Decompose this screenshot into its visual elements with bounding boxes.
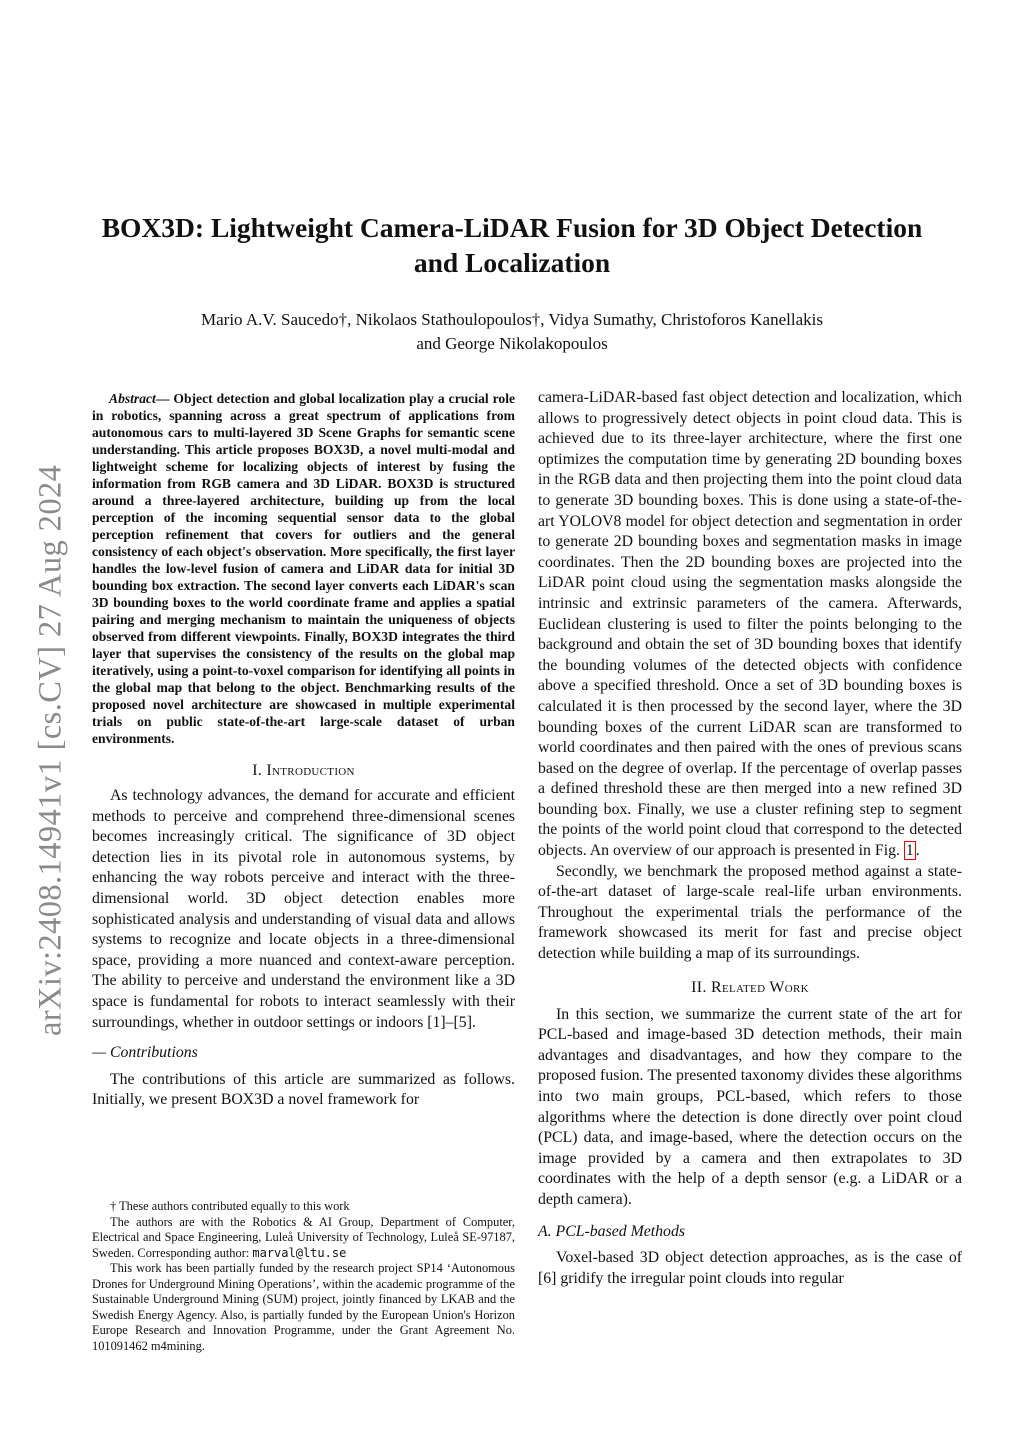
intro-paragraph-continued: camera-LiDAR-based fast object detection and localization, which allows to progressively detect objects in point cloud data. This is achieved due to its three-layer architecture, where the first one optimizes the computation time by generating 2D bounding boxes in the RGB data and then projecting them into the point cloud data to generate 3D bounding boxes. This is done using a state-of-the-art YOLOV8 model for object detection and segmentation in order to generate 2D bounding boxes and segmentation masks in image coordinates. Then the 2D bounding boxes are projected into the LiDAR point cloud using the segmentation masks alongside the intrinsic and extrinsic parameters of the camera. Afterwards, Euclidean clustering is used to filter the points belonging to the background and obtain the set of 3D bounding boxes that identify the bounding volumes of the detected objects with confidence above a specified threshold. Once a set of 3D bounding boxes is calculated it is then processed by the second layer, where the 3D bounding boxes of the current LiDAR scan are transformed to world coordinates and then paired with the ones of previous scans based on the degree of overlap. If the percentage of overlap passes a defined threshold these are then merged into a new refined 3D bounding box. Finally, we use a cluster refining step to segment the points of the world point cloud that correspond to the detected objects. An overview of our approach is presented in Fig. 1 . [538, 389, 962, 860]
authors-line-1: Mario A.V. Saucedo†, Nikolaos Stathoulopoulos†, Vidya Sumathy, Christoforos Kanellakis [201, 310, 823, 329]
right-column [538, 388, 962, 1289]
authors-line-2: and George Nikolakopoulos [416, 334, 608, 353]
figure-1-link[interactable]: 1 [905, 842, 914, 860]
abstract-text: Object detection and global localization play a crucial role in robotics, spanning across a great spectrum of applications from autonomous cars to multi-layered 3D Scene Graphs for semantic scene understanding. This article proposes BOX3D, a novel multi-modal and lightweight scheme for localizing objects of interest by fusing the information from RGB camera and 3D LiDAR. BOX3D is structured around a three-layered architecture, building up from the local perception of the incoming sequential sensor data to the global perception refinement that covers for outliers and the general consistency of each object's observation. More specifically, the first layer handles the low-level fusion of camera and LiDAR data for initial 3D bounding box extraction. The second layer converts each LiDAR's scan 3D bounding boxes to the world coordinate frame and applies a spatial pairing and merging mechanism to maintain the uniqueness of objects observed from different viewpoints. Finally, BOX3D integrates the third layer that supervises the consistency of the results on the global map iteratively, using a point-to-voxel comparison for identifying all points in the global map that belong to the object. Benchmarking results of the proposed novel architecture are showcased in multiple experimental trials on public state-of-the-art large-scale dataset of urban environments. [92, 391, 516, 746]
pcl-paragraph: Voxel-based 3D object detection approaches, as is the case of [6] gridify the irregular point clouds into regular [538, 1249, 962, 1287]
contributions-paragraph: The contributions of this article are summarized as follows. Initially, we present BOX3D a novel framework for [92, 1070, 515, 1109]
abstract-label: Abstract [109, 391, 156, 406]
related-work-paragraph: In this section, we summarize the current state of the art for PCL-based and image-based 3D detection methods, their main advantages and disadvantages, and how they compare to the proposed fusion. The presented taxonomy divides these algorithms into two main groups, PCL-based, which refers to those algorithms where the detection is done directly over point cloud (PCL) data, and image-based, where the detection occurs on the image provided by a camera and then extrapolates to 3D coordinates with the help of a depth sensor (e.g. a LiDAR or a depth camera). [538, 1005, 962, 1208]
paper-title [80, 210, 944, 280]
section-heading-introduction: I. Introduction [252, 762, 355, 779]
footnotes [92, 1199, 515, 1354]
corresponding-email[interactable]: marval@ltu.se [252, 1245, 347, 1260]
subsection-heading-pcl: A. PCL-based Methods [538, 1222, 685, 1240]
title-line-1: BOX3D: Lightweight Camera-LiDAR Fusion for 3D Object Detection [101, 212, 923, 243]
footnote-equal-contribution: † These authors contributed equally to this work [110, 1199, 350, 1213]
arxiv-identifier: arXiv:2408.14941v1 [cs.CV] 27 Aug 2024 [32, 464, 69, 1036]
intro-paragraph-1: As technology advances, the demand for accurate and efficient methods to perceive and comprehend three-dimensional scenes becomes increasingly critical. The significance of 3D object detection lies in its pivotal role in autonomous systems, by enhancing the way robots perceive and interact with the three-dimensional world. 3D object detection enables more sophisticated analysis and understanding of visual data and allows systems to recognize and locate objects in a three-dimensional space, providing a more nuanced and context-aware perception. The ability to perceive and understand the environment like a 3D space is fundamental for robots to interact seamlessly with their surroundings, whether in outdoor settings or indoors [1]–[5]. [92, 787, 515, 1031]
author-list [120, 308, 904, 356]
title-line-2: and Localization [413, 247, 611, 278]
abstract [92, 390, 515, 747]
footnote-funding: This work has been partially funded by the research project SP14 ‘Autonomous Drones for Underground Mining Operations’, within the academic programme of the Sustainable Underground Mining (SUM) project, jointly financed by LKAB and the Swedish Energy Agency. Also, is partially funded by the European Union's Horizon Europe Research and Innovation Programme, under the Grant Agreement No. 101091462 m4mining. [92, 1261, 515, 1353]
contributions-heading: — Contributions [92, 1044, 198, 1062]
footnote-affiliation: The authors are with the Robotics & AI Group, Department of Computer, Electrical and Space Engineering, Luleå University of Technology, Luleå SE-97187, Sweden. Corresponding author: marval@ltu.se [92, 1214, 515, 1260]
intro-paragraph-benchmark: Secondly, we benchmark the proposed method against a state-of-the-art dataset of large-scale real-life urban environments. Throughout the experimental trials the performance of the framework showcased its merit for fast and precise object detection while building a map of its surroundings. [538, 862, 962, 963]
left-column [92, 390, 516, 1353]
section-heading-related-work: II. Related Work [691, 978, 809, 996]
abstract-dash: — [155, 391, 174, 406]
